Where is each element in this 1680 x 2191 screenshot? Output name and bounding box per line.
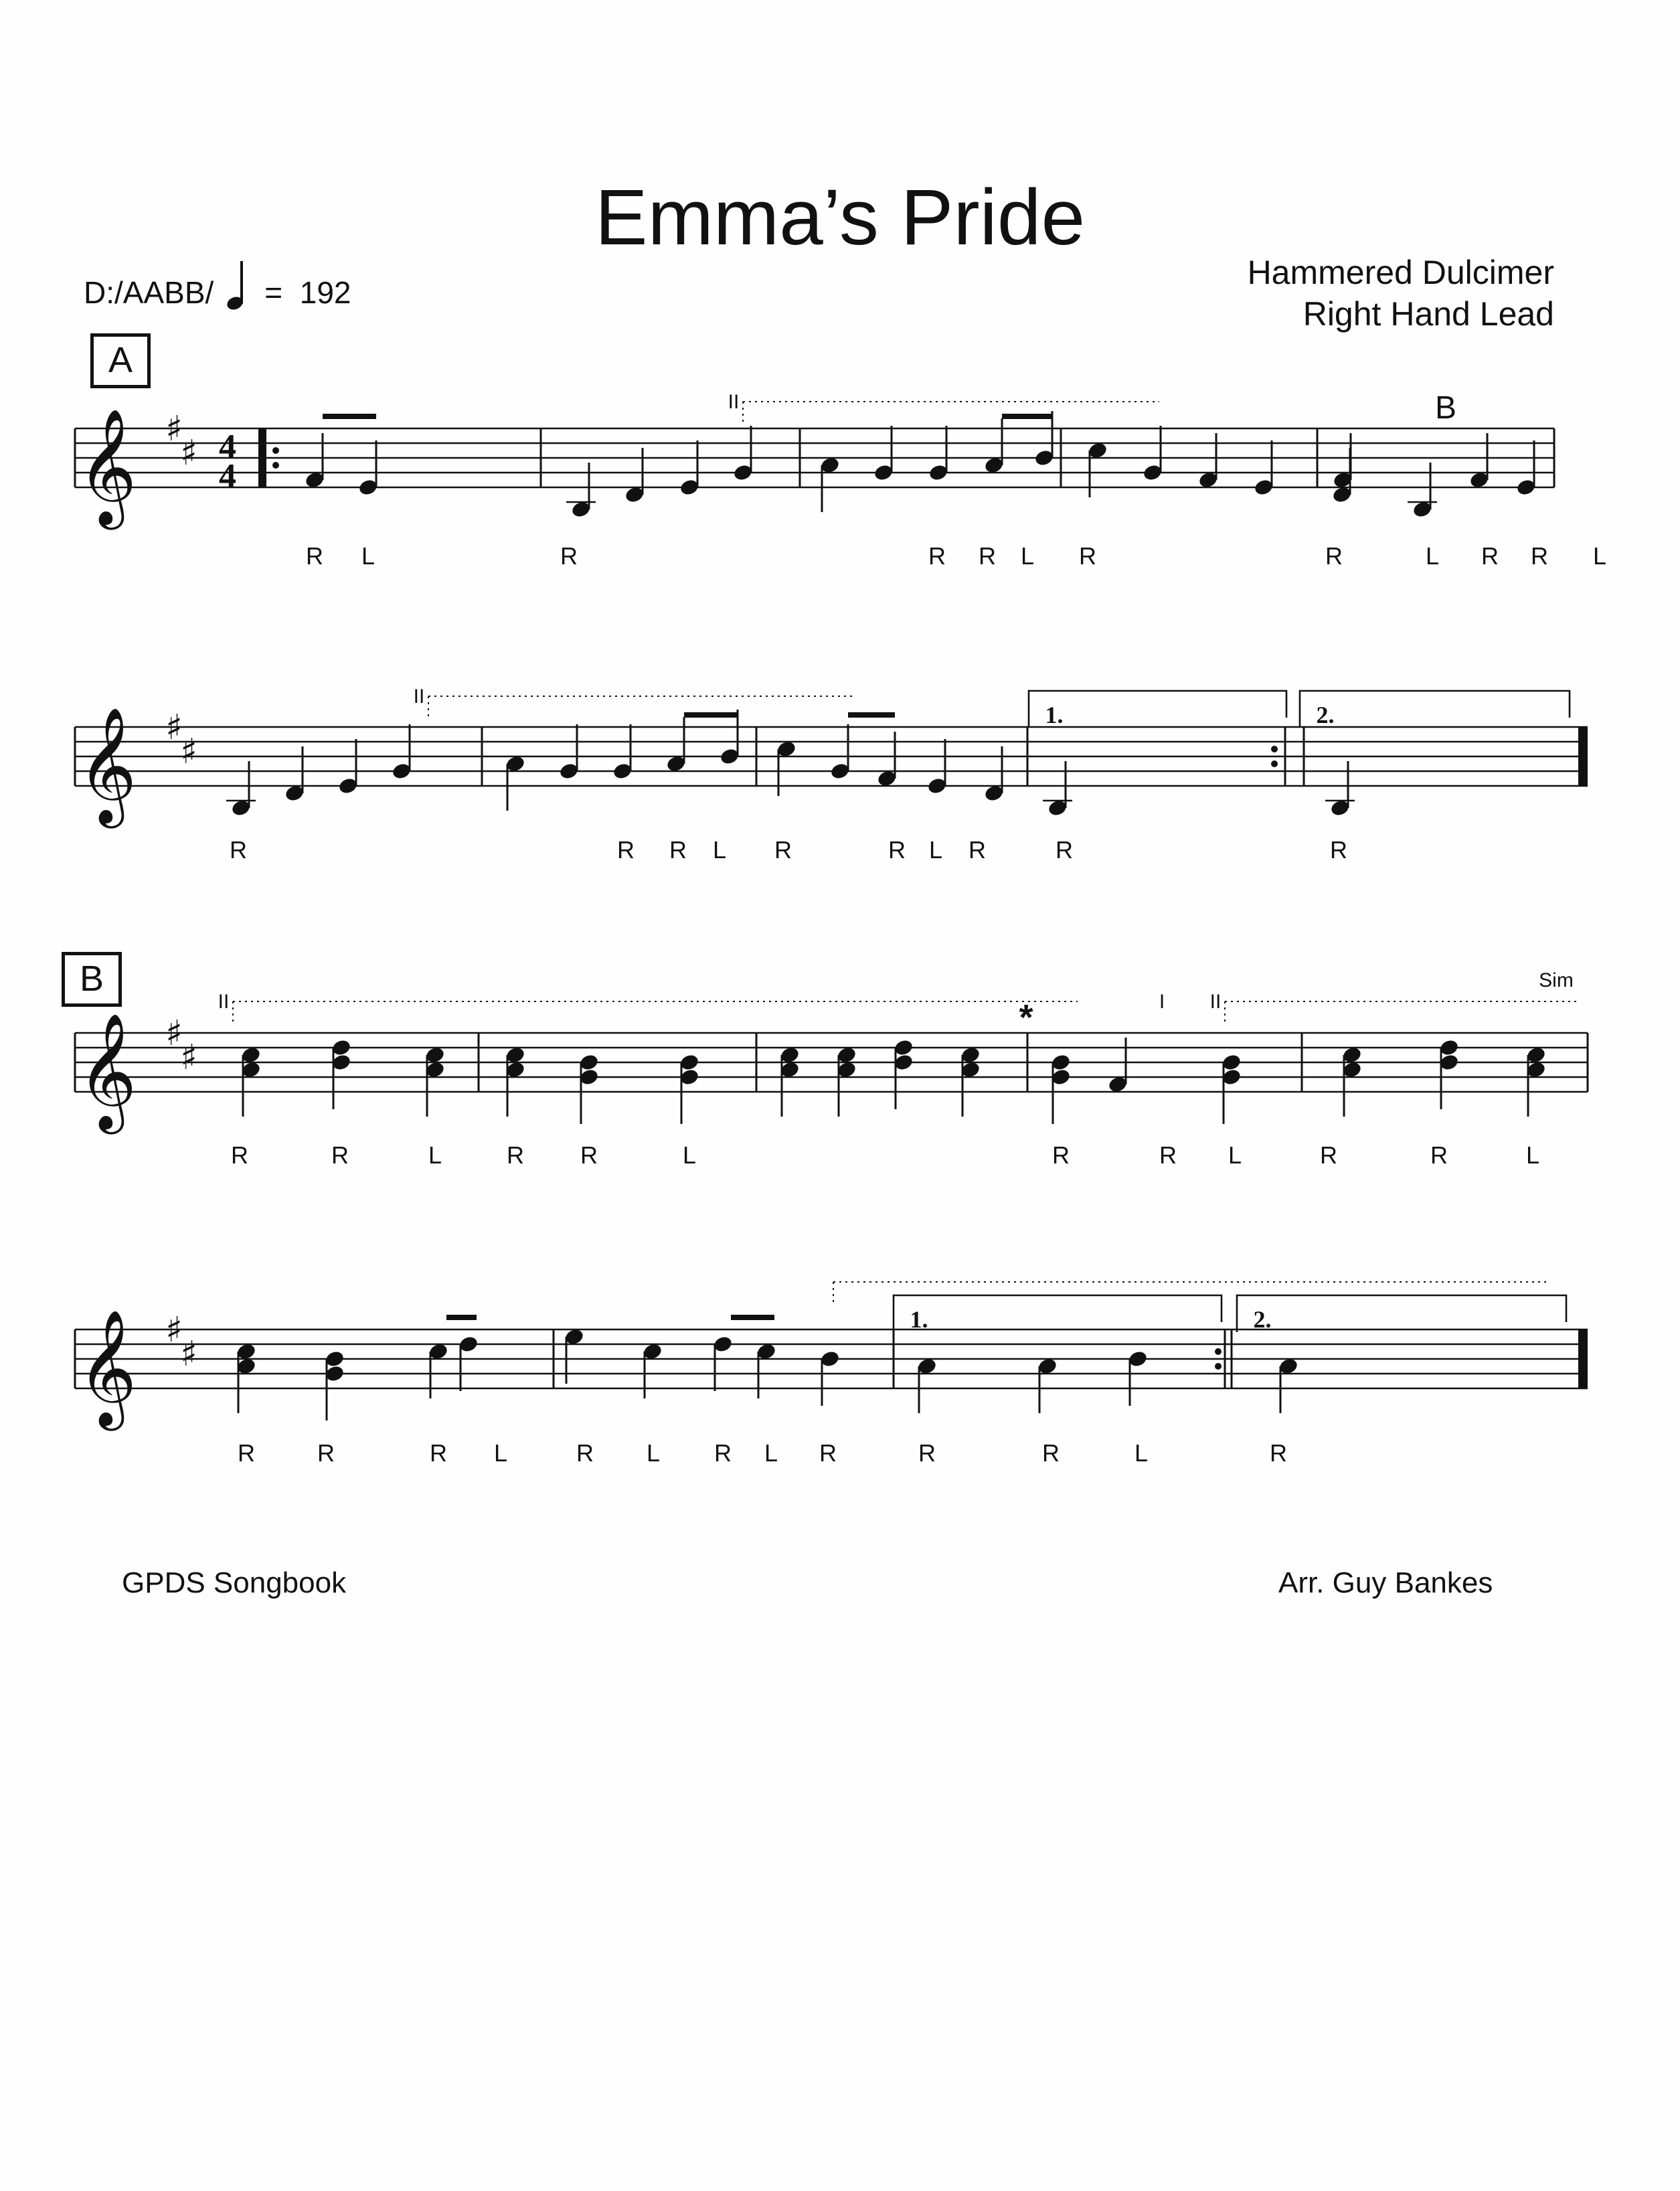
sticking-letter: R — [928, 542, 946, 570]
final-barline — [1578, 727, 1588, 786]
hand-label: Right Hand Lead — [1303, 295, 1554, 333]
treble-clef-icon: 𝄞 — [77, 1309, 137, 1426]
time-signature-top: 4 — [219, 428, 236, 466]
treble-clef-icon: 𝄞 — [77, 408, 137, 525]
repeat-dot — [1215, 1363, 1222, 1370]
sticking-letter: R — [888, 836, 906, 864]
sticking-letter: R — [819, 1439, 837, 1467]
sticking-letter: R — [1052, 1141, 1070, 1169]
sticking-letter: L — [764, 1439, 778, 1467]
sticking-letter: R — [617, 836, 635, 864]
key-sharp-icon: ♯ — [165, 409, 183, 449]
form-label: D:/AABB/ — [84, 275, 214, 310]
tempo-value: 192 — [299, 275, 351, 310]
position-mark: I — [1159, 991, 1165, 1013]
page-title: Emma’s Pride — [594, 173, 1086, 262]
treble-clef-icon: 𝄞 — [77, 1013, 137, 1129]
sticking-letter: L — [682, 1141, 697, 1169]
beam — [446, 1315, 477, 1320]
sticking-letter: R — [1325, 542, 1343, 570]
beam — [1002, 414, 1052, 419]
repeat-dot — [1215, 1348, 1222, 1355]
sticking-letter: R — [1159, 1141, 1177, 1169]
sticking-letter: R — [669, 836, 687, 864]
key-sharp-icon: ♯ — [180, 433, 197, 473]
sticking-letter: L — [1134, 1439, 1149, 1467]
repeat-dot — [272, 447, 279, 454]
section-b-box: B — [62, 952, 122, 1007]
sticking-letter: L — [493, 1439, 508, 1467]
volta-label: 1. — [1045, 702, 1064, 728]
position-mark: II — [413, 685, 425, 708]
arranger-label: Arr. Guy Bankes — [1278, 1566, 1493, 1599]
sticking-letter: R — [1430, 1141, 1448, 1169]
sticking-letter: R — [576, 1439, 594, 1467]
sticking-letter: L — [1592, 542, 1607, 570]
sticking-letter: L — [712, 836, 727, 864]
sticking-letter: R — [1481, 542, 1499, 570]
sticking-letter: R — [1270, 1439, 1287, 1467]
sticking-letter: R — [331, 1141, 349, 1169]
sticking-letter: L — [928, 836, 943, 864]
volta-bracket — [1029, 691, 1286, 728]
sticking-letter: R — [580, 1141, 598, 1169]
beam — [848, 712, 895, 718]
sticking-letter: R — [230, 836, 247, 864]
sticking-letter: L — [1228, 1141, 1242, 1169]
sticking-letter: R — [969, 836, 986, 864]
repeat-dot — [272, 462, 279, 469]
volta-label: 2. — [1316, 702, 1335, 728]
volta-bracket — [1237, 1295, 1566, 1332]
sticking-letter: L — [1020, 542, 1035, 570]
sticking-letter: L — [1525, 1141, 1540, 1169]
sticking-letter: R — [774, 836, 792, 864]
chord-mark-b: B — [1434, 390, 1457, 426]
sticking-letter: R — [979, 542, 996, 570]
sticking-letter: R — [714, 1439, 732, 1467]
sticking-letter: L — [646, 1439, 661, 1467]
key-sharp-icon: ♯ — [165, 708, 183, 748]
beam — [323, 414, 376, 419]
treble-clef-icon: 𝄞 — [77, 707, 137, 823]
key-sharp-icon: ♯ — [165, 1013, 183, 1054]
key-sharp-icon: ♯ — [180, 1038, 197, 1078]
sticking-letter: R — [1079, 542, 1096, 570]
key-sharp-icon: ♯ — [165, 1310, 183, 1350]
beam — [731, 1315, 774, 1320]
sticking-letter: R — [238, 1439, 255, 1467]
volta-bracket — [1300, 691, 1570, 728]
position-mark: II — [218, 991, 230, 1013]
sticking-letter: R — [1531, 542, 1548, 570]
sim-label: Sim — [1539, 969, 1574, 991]
section-a-box: A — [90, 333, 151, 388]
sticking-letter: R — [918, 1439, 936, 1467]
time-signature-bottom: 4 — [219, 457, 236, 495]
position-mark: II — [728, 391, 740, 413]
sticking-letter: R — [1042, 1439, 1060, 1467]
final-barline — [1578, 1329, 1588, 1388]
volta-label: 2. — [1253, 1306, 1272, 1333]
key-sharp-icon: ♯ — [180, 732, 197, 772]
key-sharp-icon: ♯ — [180, 1334, 197, 1374]
volta-bracket — [894, 1295, 1222, 1332]
songbook-label: GPDS Songbook — [122, 1566, 347, 1599]
repeat-dot — [1271, 746, 1278, 752]
tempo-equals: = — [264, 275, 283, 310]
sticking-letter: R — [1056, 836, 1073, 864]
beam — [684, 712, 738, 718]
sticking-letter: R — [317, 1439, 335, 1467]
volta-label: 1. — [910, 1306, 928, 1333]
sticking-letter: R — [231, 1141, 248, 1169]
sticking-letter: R — [1320, 1141, 1337, 1169]
sticking-letter: R — [306, 542, 323, 570]
repeat-start-thick — [258, 428, 266, 487]
sticking-letter: L — [1425, 542, 1440, 570]
sticking-letter: L — [361, 542, 375, 570]
sticking-letter: R — [430, 1439, 447, 1467]
sticking-letter: R — [560, 542, 578, 570]
repeat-dot — [1271, 760, 1278, 767]
asterisk-mark: * — [1019, 997, 1033, 1038]
position-mark: II — [1209, 991, 1222, 1013]
sticking-letter: L — [428, 1141, 442, 1169]
sticking-letter: R — [507, 1141, 524, 1169]
instrument-label: Hammered Dulcimer — [1247, 254, 1554, 291]
sticking-letter: R — [1330, 836, 1347, 864]
